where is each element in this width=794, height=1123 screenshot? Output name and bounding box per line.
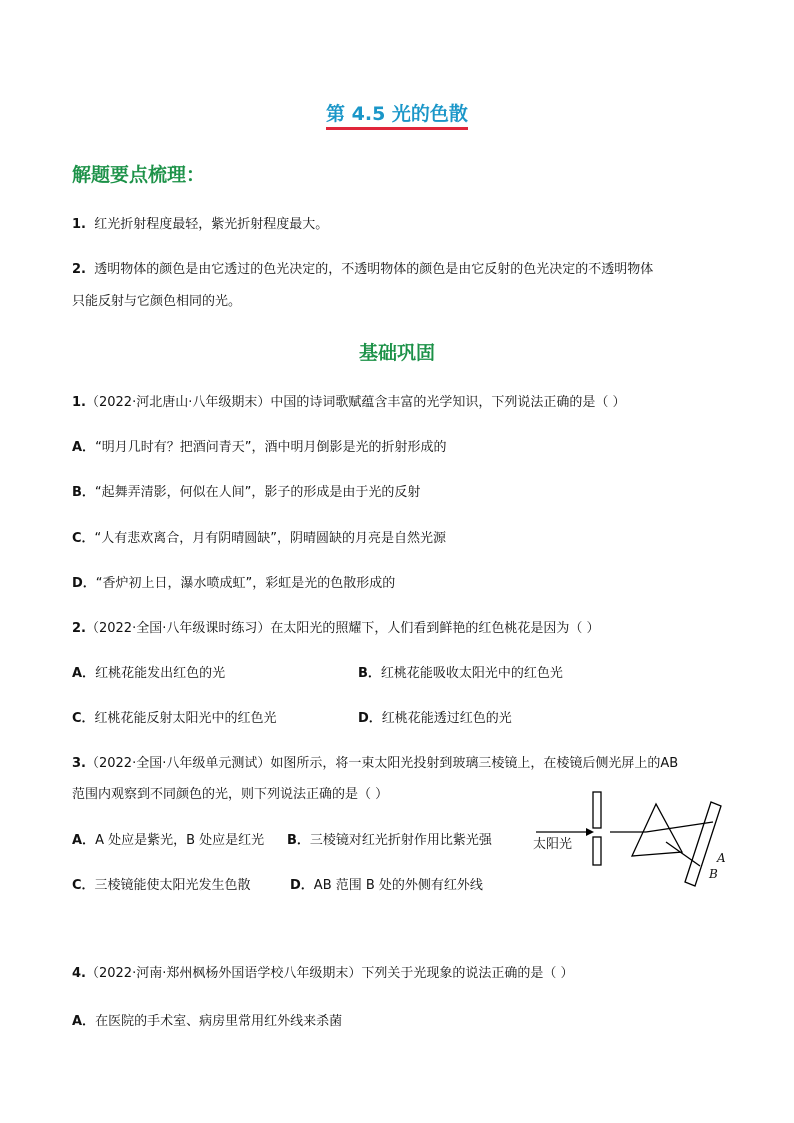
option-text: 三棱镜能使太阳光发生色散 (94, 878, 251, 893)
option-text: “人有悲欢离合，月有阴晴圆缺”，阴晴圆缺的月亮是自然光源 (94, 531, 447, 546)
key-point-1 (72, 213, 328, 232)
option-key: D． (72, 576, 96, 591)
label-a: A (717, 851, 726, 865)
slit-screen-upper (593, 792, 601, 828)
question-3-stem-cont: 范围内观察到不同颜色的光，则下列说法正确的是（ ） (72, 787, 389, 802)
key-points-heading: 解题要点梳理： (72, 164, 206, 186)
question-text: （2022·河北唐山·八年级期末）中国的诗词歌赋蕴含丰富的光学知识，下列说法正确的是（ ） (85, 395, 626, 410)
option-text: 红桃花能透过红色的光 (381, 711, 512, 726)
question-3-option-c (72, 874, 251, 893)
question-number: 2. (72, 621, 86, 636)
option-text: 红桃花能反射太阳光中的红色光 (94, 711, 277, 726)
question-1-option-d (72, 572, 395, 591)
sunlight-label: 太阳光 (533, 837, 573, 852)
question-1-option-a (72, 436, 447, 455)
question-4-stem (72, 962, 573, 981)
question-2-stem (72, 617, 599, 636)
option-key: D． (358, 711, 382, 726)
key-point-text: 透明物体的颜色是由它透过的色光决定的，不透明物体的颜色是由它反射的色光决定的不透明物体 (94, 262, 654, 277)
key-point-number: 1. (72, 217, 86, 232)
question-1-option-b (72, 481, 420, 500)
option-text: 在医院的手术室、病房里常用红外线来杀菌 (95, 1014, 343, 1029)
option-text: AB 范围 B 处的外侧有红外线 (313, 878, 483, 893)
question-3-option-b (287, 829, 492, 848)
page-title: 第 4.5 光的色散 (0, 102, 794, 130)
prism-figure (528, 782, 738, 892)
option-text: 红桃花能吸收太阳光中的红色光 (380, 666, 563, 681)
option-key: B． (72, 485, 95, 500)
question-2-option-b (358, 662, 563, 681)
option-key: A． (72, 440, 96, 455)
option-text: “香炉初上日，瀑水喷成虹”，彩虹是光的色散形成的 (95, 576, 396, 591)
option-text: “起舞弄清影，何似在人间”，影子的形成是由于光的反射 (94, 485, 421, 500)
refracted-ray-bottom (666, 842, 700, 866)
question-2-option-d (358, 707, 512, 726)
key-point-2-cont: 只能反射与它颜色相同的光。 (72, 294, 242, 309)
question-text: （2022·全国·八年级单元测试）如图所示，将一束太阳光投射到玻璃三棱镜上，在棱镜后侧光屏上的AB (85, 756, 679, 771)
question-3-option-a (72, 829, 264, 848)
label-b: B (709, 867, 718, 881)
slit-screen-lower (593, 837, 601, 865)
question-2-option-c (72, 707, 277, 726)
option-key: A． (72, 1014, 96, 1029)
key-point-text: 红光折射程度最轻，紫光折射程度最大。 (94, 217, 329, 232)
question-text: （2022·全国·八年级课时练习）在太阳光的照耀下，人们看到鲜艳的红色桃花是因为（ ） (85, 621, 600, 636)
option-key: A． (72, 833, 96, 848)
option-key: A． (72, 666, 96, 681)
option-key: D． (290, 878, 314, 893)
option-text: “明月几时有？把酒问青天”，酒中明月倒影是光的折射形成的 (95, 440, 447, 455)
option-text: A 处应是紫光，B 处应是红光 (95, 833, 265, 848)
question-number: 4. (72, 966, 86, 981)
option-text: 红桃花能发出红色的光 (95, 666, 226, 681)
option-key: C． (72, 531, 95, 546)
key-point-2 (72, 258, 653, 277)
arrow-head (586, 828, 594, 836)
key-point-number: 2. (72, 262, 86, 277)
option-key: C． (72, 711, 95, 726)
question-1-option-c (72, 527, 446, 546)
section-heading: 基础巩固 (358, 342, 435, 364)
option-text: 三棱镜对红光折射作用比紫光强 (309, 833, 492, 848)
question-2-option-a (72, 662, 225, 681)
question-text: （2022·河南·郑州枫杨外国语学校八年级期末）下列关于光现象的说法正确的是（ ） (85, 966, 574, 981)
option-key: B． (287, 833, 310, 848)
question-1-stem (72, 391, 625, 410)
question-3-option-d (290, 874, 483, 893)
question-4-option-a (72, 1010, 342, 1029)
question-3-stem (72, 752, 678, 771)
question-number: 3. (72, 756, 86, 771)
option-key: C． (72, 878, 95, 893)
question-number: 1. (72, 395, 86, 410)
option-key: B． (358, 666, 381, 681)
